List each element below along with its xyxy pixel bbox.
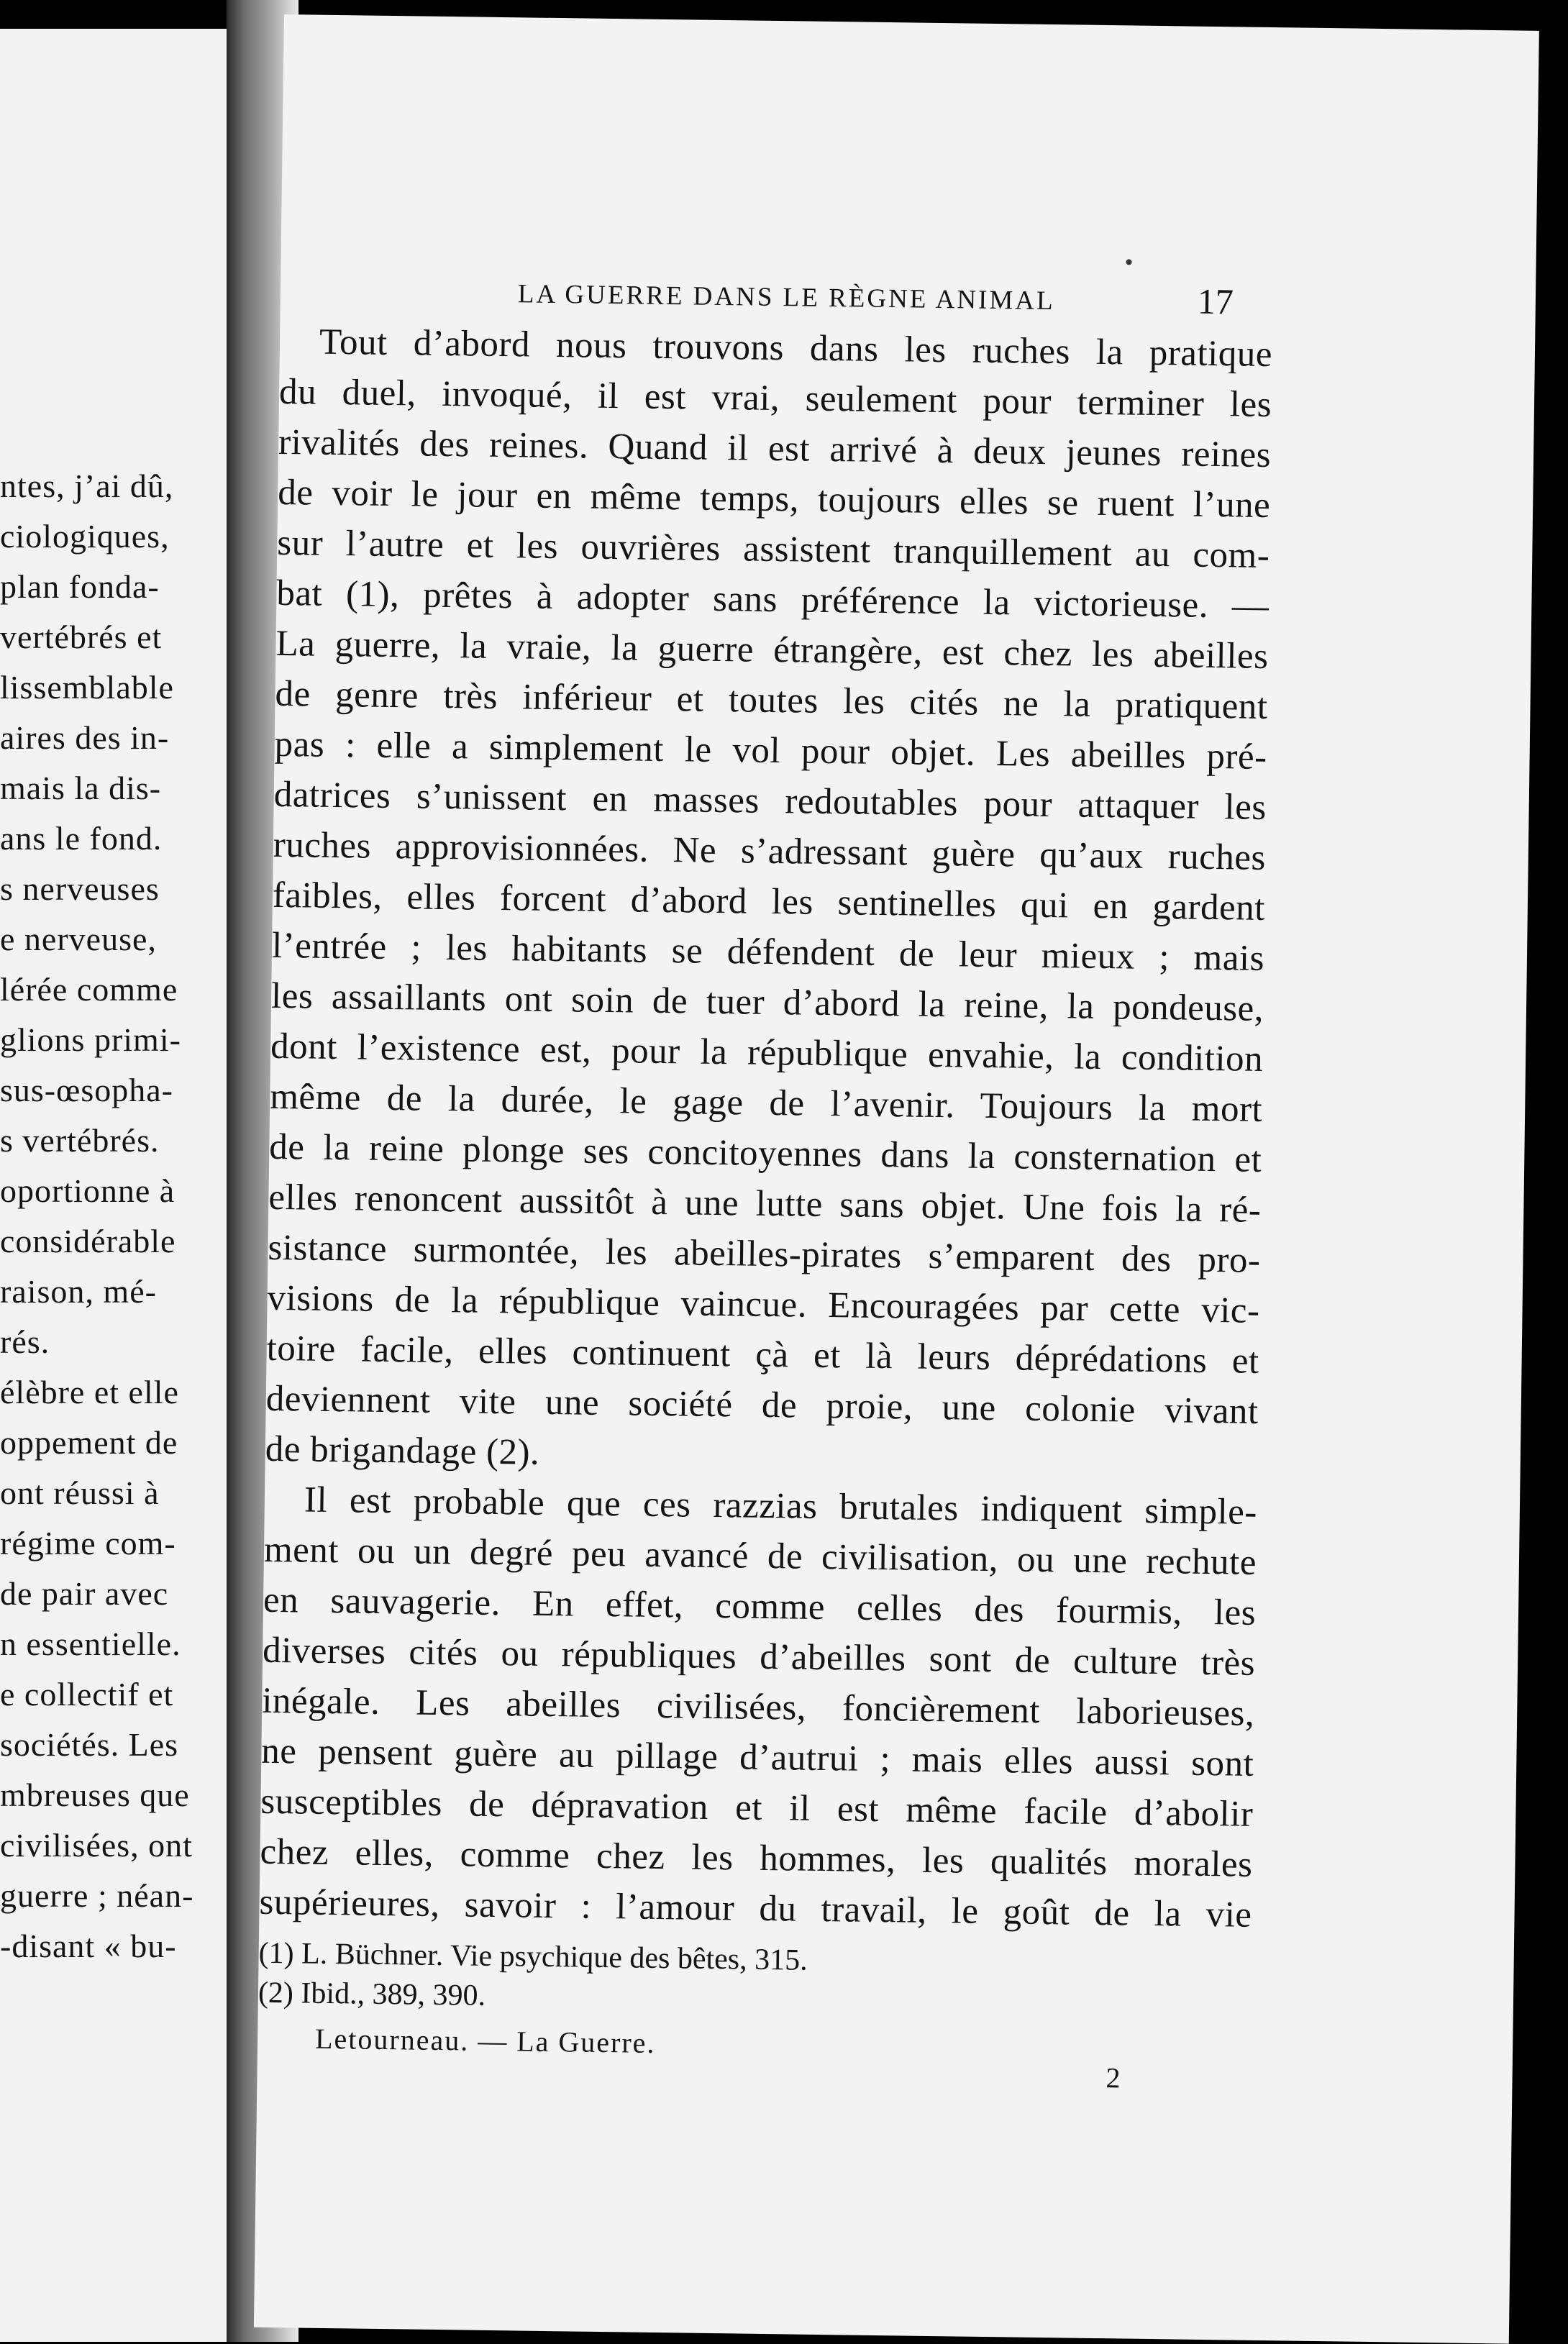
left-line: oppement de [0, 1424, 178, 1461]
left-line: raison, mé- [0, 1273, 157, 1310]
left-line: aires des in- [0, 719, 170, 756]
text-line: de brigandage (2). [265, 1428, 540, 1473]
left-line: oportionne à [0, 1172, 176, 1209]
left-line: civilisées, ont [0, 1827, 193, 1864]
left-line: e collectif et [0, 1676, 174, 1713]
text-line: sistance surmontée, les abeilles-pirates s’emparent des pro- [268, 1227, 1261, 1281]
left-line: régime com- [0, 1525, 176, 1561]
left-line: ans le fond. [0, 820, 163, 857]
text-line: susceptibles de dépravation et il est même facile d’abolir [260, 1781, 1254, 1835]
left-line: glions primi- [0, 1021, 181, 1058]
text-line: supérieures, savoir : l’amour du travail, le goût de la vie [259, 1882, 1252, 1935]
footnote: (2) Ibid., 389, 390. [257, 1976, 486, 2012]
left-line: élèbre et elle [0, 1374, 179, 1410]
text-line: l’entrée ; les habitants se défendent de leur mieux ; mais [271, 925, 1265, 979]
left-line: s vertébrés. [0, 1122, 160, 1159]
left-page [0, 29, 227, 2342]
text-line: dont l’existence est, pour la république envahie, la condition [270, 1026, 1264, 1080]
text-line: chez elles, comme chez les hommes, les qualités morales [260, 1831, 1253, 1885]
text-line: diverses cités ou républiques d’abeilles sont de culture très [262, 1630, 1256, 1684]
left-line: lérée comme [0, 971, 178, 1008]
text-line: elles renoncent aussitôt à une lutte sans objet. Une fois la ré- [268, 1177, 1262, 1231]
text-line: Tout d’abord nous trouvons dans les ruches la pratique [319, 321, 1273, 375]
text-line: La guerre, la vraie, la guerre étrangère, est chez les abeilles [275, 623, 1269, 677]
text-line: de voir le jour en même temps, toujours elles se ruent l’une [277, 472, 1271, 526]
left-line: guerre ; néan- [0, 1877, 194, 1914]
text-line: deviennent vite une société de proie, une colonie vivant [265, 1378, 1259, 1432]
left-line: e nerveuse, [0, 921, 157, 957]
left-line: ciologiques, [0, 518, 170, 555]
text-line: de genre très inférieur et toutes les cités ne la pratiquent [275, 673, 1268, 727]
left-line: ont réussi à [0, 1474, 160, 1511]
left-line: rés. [0, 1323, 50, 1360]
text-line: faibles, elles forcent d’abord les sentinelles qui en gardent [272, 875, 1266, 929]
text-line: en sauvagerie. En effet, comme celles des fourmis, les [263, 1579, 1257, 1633]
left-line: lissemblable [0, 669, 174, 706]
left-line: plan fonda- [0, 568, 160, 605]
page-number: 17 [1197, 281, 1234, 322]
text-line: inégale. Les abeilles civilisées, foncièrement laborieuses, [261, 1680, 1255, 1734]
running-title: LA GUERRE DANS LE RÈGNE ANIMAL [517, 279, 1055, 316]
right-page [254, 14, 1539, 2344]
text-line: visions de la république vaincue. Encouragées par cette vic- [267, 1277, 1260, 1331]
text-line: Il est probable que ces razzias brutales indiquent simple- [304, 1479, 1258, 1533]
text-line: les assaillants ont soin de tuer d’abord la reine, la pondeuse, [270, 975, 1264, 1029]
left-line: de pair avec [0, 1575, 169, 1612]
left-line: n essentielle. [0, 1625, 181, 1662]
left-line: mbreuses que [0, 1777, 190, 1813]
text-line: pas : elle a simplement le vol pour objet. Les abeilles pré- [274, 724, 1267, 777]
left-line: mais la dis- [0, 770, 162, 806]
left-line: -disant « bu- [0, 1928, 177, 1964]
left-line: s nerveuses [0, 870, 160, 907]
text-line: datrices s’unissent en masses redoutables pour attaquer les [273, 774, 1267, 828]
text-line: ment ou un degré peu avancé de civilisation, ou une rechute [263, 1529, 1257, 1583]
text-line: de la reine plonge ses concitoyennes dans la consternation et [269, 1126, 1262, 1180]
left-line: considérable [0, 1223, 176, 1259]
text-line: sur l’autre et les ouvrières assistent tranquillement au com- [277, 522, 1270, 576]
left-line: sociétés. Les [0, 1726, 179, 1763]
footnote: (1) L. Büchner. Vie psychique des bêtes, 315. [258, 1936, 808, 1977]
left-line: vertébrés et [0, 619, 163, 655]
left-line: sus-œsopha- [0, 1072, 173, 1108]
left-line: ntes, j’ai dû, [0, 468, 174, 504]
text-line: bat (1), prêtes à adopter sans préférence la victorieuse. — [276, 573, 1270, 626]
text-line: ne pensent guère au pillage d’autrui ; mais elles aussi sont [261, 1730, 1254, 1784]
text-line: toire facile, elles continuent çà et là leurs déprédations et [266, 1328, 1259, 1382]
text-line: du duel, invoqué, il est vrai, seulement pour terminer les [278, 371, 1272, 426]
text-line: même de la durée, le gage de l’avenir. Toujours la mort [269, 1076, 1263, 1130]
signature-number: 2 [1106, 2061, 1121, 2094]
signature-line: Letourneau. — La Guerre. [314, 2022, 656, 2060]
text-line: rivalités des reines. Quand il est arrivé à deux jeunes reines [278, 421, 1272, 476]
print-speck [1126, 259, 1132, 265]
text-line: ruches approvisionnées. Ne s’adressant guère qu’aux ruches [273, 824, 1267, 878]
